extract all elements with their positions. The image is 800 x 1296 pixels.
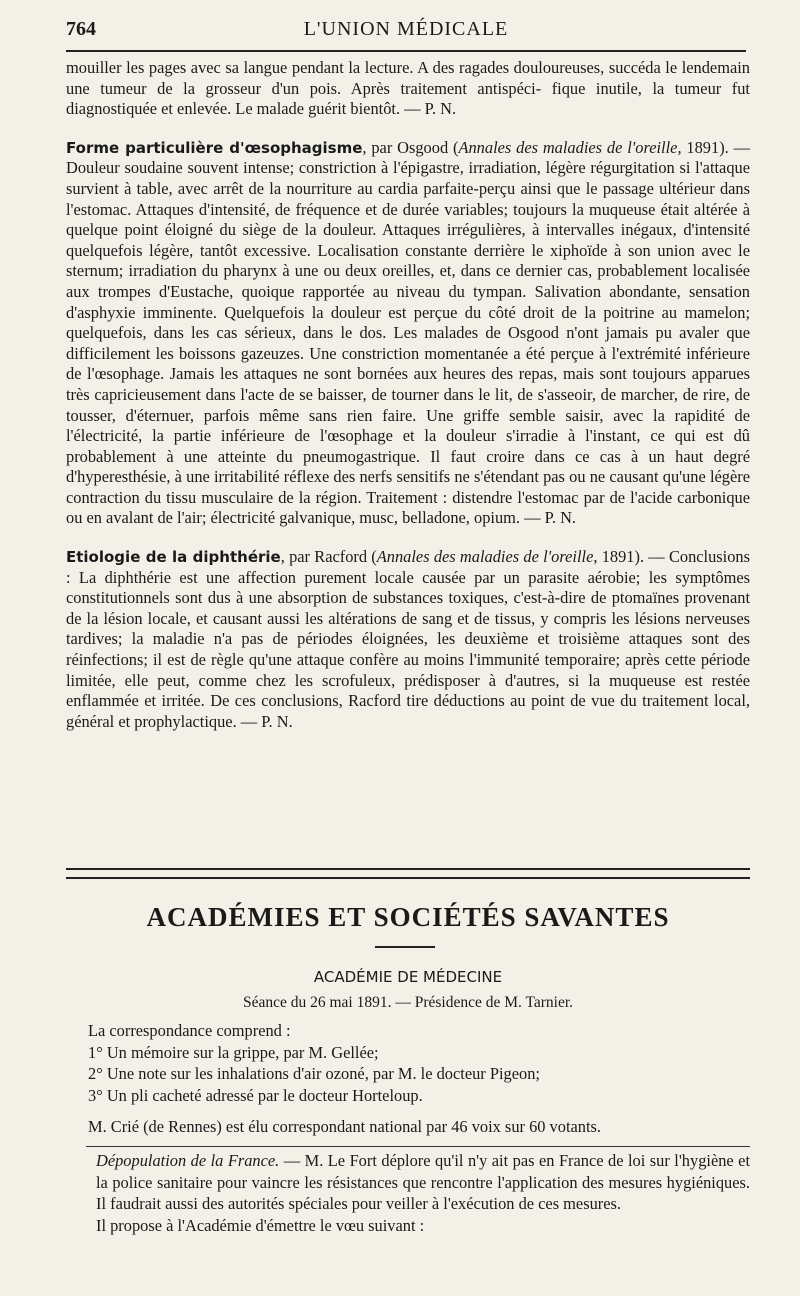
article-text: , 1891). — Conclusions : La diphthérie est une affection purement locale causée par un parasite aérobie; les symptômes constitutionnels sont dus à une absorption de substances toxiques, c'est-à-dire de ptomaïnes provenant de la lésion locale, et causant aussi les altérations de sang et de tissus, y compris les lésions nerveuses tardives; la maladie n'a pas de périodes éloignées, les deuxième et troisième attaques sont des réinfections; il est de règle qu'une attaque confère au moins l'immunité temporaire; après cette période limitée, elle peut, comme chez les scrofuleux, prédisposer à d'autres, si la muqueuse est restée enflammée et irritée. De ces conclusions, Racford tire déductions au point de vue du traitement local, général et prophylactique. — P. N.: [66, 547, 750, 731]
continuation-line: fique inutile, la tumeur fut diagnostiquée et enlevée. Le malade guérit bientôt. — P. N.: [66, 78, 750, 119]
depopulation-lead: Dépopulation de la France.: [96, 1151, 280, 1170]
depopulation-paragraph: [96, 1150, 750, 1215]
election-note: M. Crié (de Rennes) est élu correspondant national par 46 voix sur 60 votants.: [88, 1117, 601, 1136]
article-journal: Annales des maladies de l'oreille: [376, 547, 594, 567]
correspondance-item: 2° Une note sur les inhalations d'air ozoné, par M. le docteur Pigeon;: [88, 1064, 540, 1083]
article-journal: Annales des maladies de l'oreille: [458, 137, 678, 157]
body-text: [66, 58, 750, 732]
continuation-line: mouiller les pages avec sa langue pendant la lecture. A des ragades douloureuses,: [66, 58, 605, 77]
page-header: [66, 14, 746, 46]
article-lead: Etiologie de la diphthérie: [66, 548, 281, 567]
thin-rule: [86, 1146, 750, 1147]
article-lead: Forme particulière d'œsophagisme: [66, 138, 363, 157]
header-rule: [66, 50, 746, 52]
running-title: L'UNION MÉDICALE: [303, 18, 509, 40]
academy-heading: ACADÉMIE DE MÉDECINE: [313, 968, 503, 986]
correspondance-item: 3° Un pli cacheté adressé par le docteur Horteloup.: [88, 1085, 423, 1105]
correspondance-item: 1° Un mémoire sur la grippe, par M. Gellée;: [88, 1042, 379, 1062]
article-intro: , par Osgood (: [362, 137, 459, 157]
depopulation-text: — M. Le Fort déplore qu'il n'y ait pas en France de loi sur l'hygiène et la police sanitaire pour vaincre les résistances que rencontre l'application des mesures hygiéniques. Il faudrait aussi des autorités spéciales pour veiller à l'exécution de ces mesures.: [96, 1151, 751, 1213]
page-number: 764: [66, 18, 96, 40]
article-oesophagisme: [66, 138, 750, 529]
section-title: ACADÉMIES ET SOCIÉTÉS SAVANTES: [146, 902, 670, 932]
continuation-paragraph: [66, 58, 750, 120]
correspondance-heading: La correspondance comprend :: [88, 1021, 291, 1040]
depopulation-next: Il propose à l'Académie d'émettre le vœu suivant :: [96, 1215, 425, 1235]
continuation-line: succéda le lendemain une tumeur de la grosseur d'un pois. Après traitement antispéci-: [66, 58, 750, 98]
article-intro: , par Racford (: [280, 547, 377, 567]
seance-line: Séance du 26 mai 1891. — Présidence de M. Tarnier.: [242, 994, 574, 1011]
depopulation-block: [96, 1150, 750, 1236]
article-text: , 1891). — Douleur soudaine souvent intense; constriction à l'épigastre, irradiation, légère régurgitation si l'attaque survient à table, avec arrêt de la nourriture au cardia parfaite-perçu ainsi que le passage ultérieur dans l'estomac. Attaques d'intensité, de fréquence et de durée variables; toujours la muqueuse était altérée à quelque point éloigné du siège de la douleur. Attaques irrégulières, à intervalles inégaux, d'intensité quelquefois légère, tantôt excessive. Localisation constante derrière le xiphoïde à son union avec le sternum; irradiation du pharynx à une ou deux oreilles, et, dans ce dernier cas, probablement localisée aux trompes d'Eustache, quoique rapportée au niveau du tympan. Salivation abondante, sensation d'asphyxie imminente. Quelquefois la douleur est perçue du côté droit de la poitrine au mamelon; quelquefois, dans les cas sérieux, dans le dos. Les malades de Osgood n'ont jamais pu avaler que difficilement les boissons gazeuzes. Une constriction momentanée a été perçue à l'extrémité inférieure de l'œsophage. Jamais les attaques ne sont bornées aux heures des repas, mais sont toujours apparues très capricieusement dans l'acte de se baisser, de tourner dans le lit, de s'asseoir, de marcher, de rire, de tousser, d'éternuer, parfois même sans rien faire. Une griffe semble saisir, avec la rapidité de l'électricité, la partie inférieure de l'œsophage et la douleur s'irradie à l'instant, ce qui est dû probablement à une atteinte du pneumogastrique. Il faut croire dans ce cas à un haut degré d'hyperesthésie, à une irritabilité réflexe des nerfs sensitifs ne s'étendant pas ou ne causant qu'une légère contraction du tissu musculaire de la région. Traitement : distendre l'estomac par de l'acide carbonique ou en avalant de l'air; électricité galvanique, musc, belladone, opium. — P. N.: [66, 137, 750, 528]
section-short-rule: [375, 946, 435, 948]
correspondance-block: [88, 1020, 750, 1138]
section-double-rule: [66, 868, 750, 879]
article-diphtherie: [66, 547, 750, 732]
